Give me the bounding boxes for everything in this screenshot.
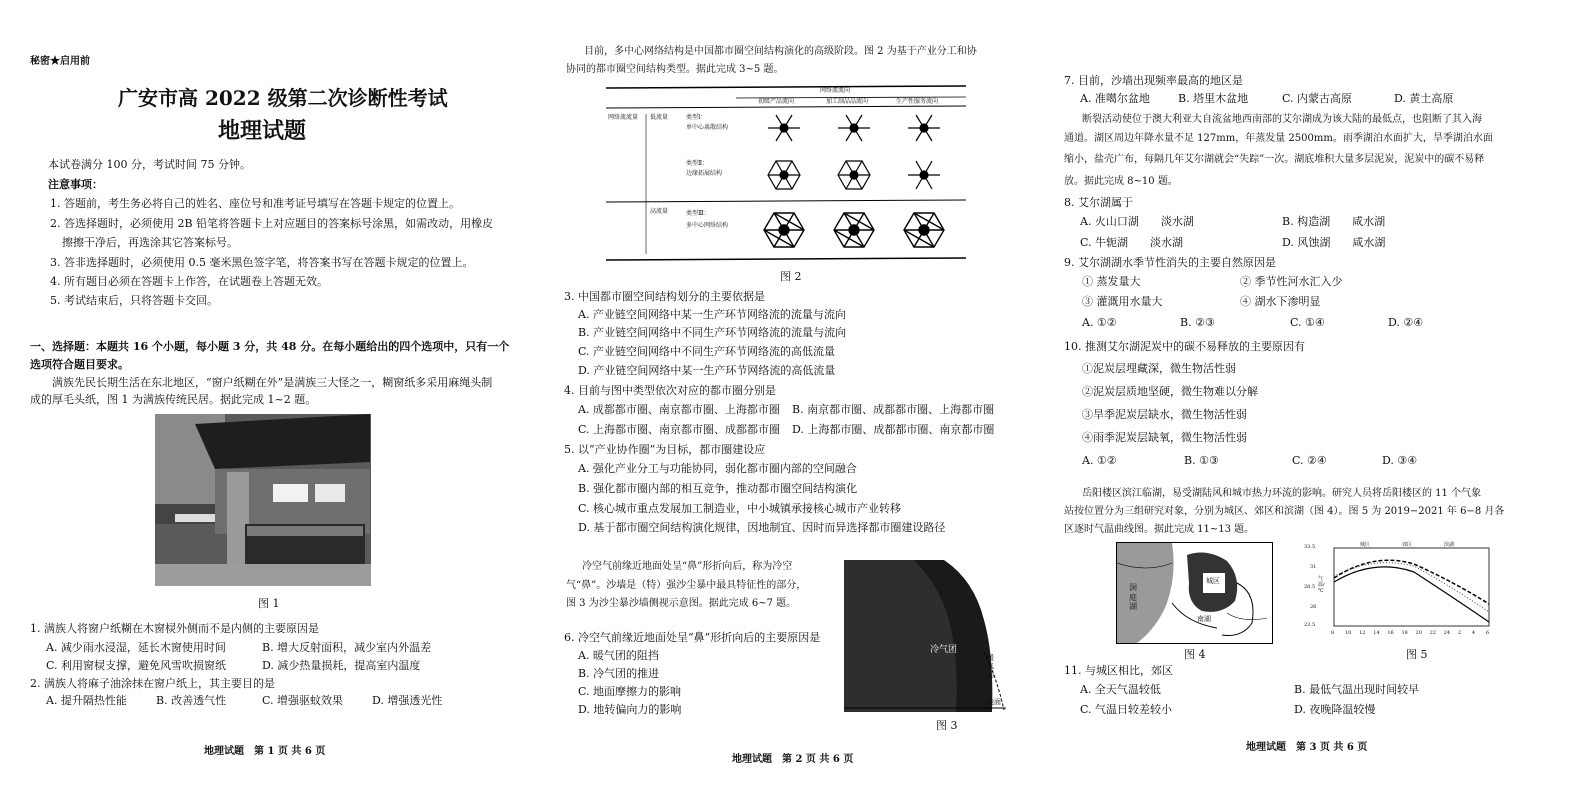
q10-option-b: B. ①③ [1184,454,1219,467]
fig2-col-primary: 初级产品流向 [758,98,795,105]
q3-option-c: C. 产业链空间网络中不同生产环节网络流的高低流量 [578,345,836,358]
fig2-type3-name: 多中心网络结构 [686,222,729,229]
stem-6-7-cont1: 气“鼻”。沙墙是（特）强沙尘暴中最具特征性的部分， [566,580,807,591]
q11-option-c: C. 气温日较差较小 [1080,703,1173,716]
q9-item-4: ④ 湖水下渗明显 [1240,295,1321,308]
q2-option-d: D. 增强透光性 [372,694,443,707]
q7-option-b: B. 塔里木盆地 [1178,92,1249,105]
q2-option-b: B. 改善透气性 [156,694,227,707]
exam-title: 广安市高 2022 级第二次诊断性考试 [118,86,448,110]
fig2-low-flow: 低流量 [650,114,669,121]
stem-8-10-cont1: 通道。湖区周边年降水量不足 127mm，年蒸发量 2500mm。雨季湖泊水面扩大，旱季湖泊水面 [1064,133,1493,144]
notice-2-cont: 擦擦干净后，再选涂其它答案标号。 [62,236,238,249]
q11-option-d: D. 夜晚降温较慢 [1294,703,1376,716]
fig4-lake-label: 洞庭湖 [1129,583,1137,612]
q8-option-b: B. 构造湖 咸水湖 [1282,215,1386,228]
fig3-ground: 地面 [987,698,1001,706]
fig5-xtick: 18 [1401,630,1408,636]
stem-11-13-cont1: 站按位置分为三组研究对象，分别为城区、郊区和滨湖（图 4）。图 5 为 2019−2021 年 6−8 月各 [1064,506,1505,517]
yueyang-map [1117,543,1272,643]
figure-1-photo [155,414,371,586]
figure-2-caption: 图 2 [780,270,802,283]
fig2-type3: 类型Ⅲ： [686,210,710,217]
q10-option-d: D. ③④ [1382,454,1418,467]
q6-option-d: D. 地转偏向力的影响 [578,703,682,716]
fig2-type1-name: 单中心离散结构 [686,124,729,131]
fig2-type2-name: 边缘拓展结构 [686,170,723,177]
q9-option-a: A. ①② [1082,316,1117,329]
intro-text: 本试卷满分 100 分，考试时间 75 分钟。 [48,158,251,171]
q9-option-c: C. ①④ [1290,316,1325,329]
q9-option-d: D. ②④ [1388,316,1424,329]
q5-option-c: C. 核心城市重点发展加工制造业，中小城镇承接核心城市产业转移 [578,502,902,515]
q11-option-a: A. 全天气温较低 [1080,683,1161,696]
q7-option-d: D. 黄土高原 [1394,92,1454,105]
q9-option-b: B. ②③ [1180,316,1215,329]
fig2-type2: 类型Ⅱ： [686,160,709,167]
q1-option-d: D. 减少热量损耗，提高室内温度 [262,659,421,672]
q6-option-b: B. 冷气团的推进 [578,667,660,680]
fig5-ylabel: 气温/℃ [1318,576,1325,594]
question-3: 3. 中国都市圈空间结构划分的主要依据是 [564,290,765,303]
q10-item-3: ③旱季泥炭层缺水，微生物活性弱 [1082,408,1247,421]
question-7: 7. 目前，沙墙出现频率最高的地区是 [1064,74,1243,87]
notice-2: 2. 答选择题时，必须使用 2B 铅笔将答题卡上对应题目的答案标号涂黑，如需改动，用橡皮 [50,217,494,230]
fig5-ytick-5: 23.5 [1304,622,1316,628]
stem-3-5: 目前，多中心网络结构是中国都市圈空间结构演化的高级阶段。图 2 为基于产业分工和协 [584,46,977,57]
q2-option-a: A. 提升隔热性能 [46,694,127,707]
stem-6-7-cont2: 图 3 为沙尘暴沙墙侧视示意图。据此完成 6~7 题。 [566,598,797,609]
stem-11-13: 岳阳楼区滨江临湖，易受湖陆风和城市热力环流的影响。研究人员将岳阳楼区的 11 个气象 [1082,488,1482,499]
fig5-ytick-4: 26 [1310,604,1317,610]
fig4-south-lake-label: 南湖 [1197,615,1211,623]
fig5-xtick: 2 [1457,630,1461,636]
page-1-footer: 地理试题 第 1 页 共 6 页 [204,746,326,757]
q9-item-1: ① 蒸发量大 [1082,275,1141,288]
figure-5-caption: 图 5 [1406,648,1428,661]
question-8: 8. 艾尔湖属于 [1064,196,1133,209]
q4-option-c: C. 上海都市圈、南京都市圈、成都都市圈 [578,423,781,436]
question-9: 9. 艾尔湖湖水季节性消失的主要自然原因是 [1064,256,1276,269]
fig4-city-label: 城区 [1206,577,1220,585]
q3-option-a: A. 产业链空间网络中某一生产环节网络流的流量与流向 [578,308,846,321]
q2-option-c: C. 增强驱蚊效果 [262,694,344,707]
fig5-legend-lakeside: 滨湖 [1444,542,1455,548]
subject-title: 地理试题 [218,118,307,144]
q7-option-c: C. 内蒙古高原 [1282,92,1353,105]
stem-8-10-cont3: 放。据此完成 8~10 题。 [1064,176,1178,187]
stem-1-2-cont: 成的厚毛头纸，图 1 为满族传统民居。据此完成 1~2 题。 [30,393,317,406]
figure-3-sandwall [844,560,1006,712]
fig5-ytick-1: 33.5 [1304,544,1316,550]
page-1 [0,0,525,800]
metro-structure-diagram [606,84,966,262]
question-1: 1. 满族人将窗户纸糊在木窗棂外侧而不是内侧的主要原因是 [30,622,319,635]
q6-option-a: A. 暖气团的阻挡 [578,649,659,662]
question-6: 6. 冷空气前缘近地面处呈“鼻”形折向后的主要原因是 [564,631,821,644]
q6-option-c: C. 地面摩擦力的影响 [578,685,682,698]
q10-option-a: A. ①② [1082,454,1117,467]
q8-option-a: A. 火山口湖 淡水湖 [1080,215,1194,228]
stem-11-13-cont2: 区逐时气温曲线图。据此完成 11~13 题。 [1064,524,1255,535]
fig2-col-processed: 加工制品品流向 [826,98,869,105]
figure-5-chart [1304,542,1494,642]
q4-option-b: B. 南京都市圈、成都都市圈、上海都市圈 [792,403,995,416]
notice-4: 4. 所有题目必须在答题卡上作答，在试题卷上答题无效。 [50,275,328,288]
fig5-legend-city: 城区 [1360,542,1371,548]
q9-item-3: ③ 灌溉用水量大 [1082,295,1163,308]
section-heading-cont: 选项符合题目要求。 [30,358,129,371]
fig5-legend-suburb: 郊区 [1402,542,1413,548]
fig5-ytick-3: 28.5 [1304,584,1316,590]
figure-2-diagram [606,84,966,262]
notice-5: 5. 考试结束后，只将答题卡交回。 [50,294,218,307]
stem-3-5-cont: 协同的都市圈空间结构类型。据此完成 3~5 题。 [566,64,784,75]
fig5-xtick: 12 [1359,630,1366,636]
stem-8-10: 断裂活动使位于澳大利亚大自流盆地西南部的艾尔湖成为该大陆的最低点，也阻断了其入海 [1082,114,1482,125]
figure-1-caption: 图 1 [258,597,280,610]
q10-item-4: ④雨季泥炭层缺氧，微生物活性弱 [1082,431,1247,444]
fig5-xtick: 24 [1443,630,1451,636]
figure-4-caption: 图 4 [1184,648,1206,661]
notice-3: 3. 答非选择题时，必须使用 0.5 毫米黑色签字笔，将答案书写在答题卡规定的位置上。 [50,256,474,269]
fig5-xtick: 16 [1387,630,1394,636]
fig3-warm-air: 暖气团 [987,654,994,679]
question-5: 5. 以“产业协作圈”为目标，都市圈建设应 [564,443,766,456]
q10-item-2: ②泥炭层质地坚硬，微生物难以分解 [1082,385,1258,398]
q3-option-d: D. 产业链空间网络中某一生产环节网络流的高低流量 [578,364,836,377]
q5-option-b: B. 强化都市圈内部的相互竞争，推动都市圈空间结构演化 [578,482,858,495]
q1-option-b: B. 增大反射面积，减少室内外温差 [262,641,432,654]
q3-option-b: B. 产业链空间网络中不同生产环节网络流的流量与流向 [578,326,847,339]
question-10: 10. 推测艾尔湖泥炭中的碳不易释放的主要原因有 [1064,340,1305,353]
fig5-xtick: 6 [1486,630,1490,636]
page-3 [1058,0,1588,800]
q8-option-d: D. 风蚀湖 咸水湖 [1282,236,1386,249]
page-2-footer: 地理试题 第 2 页 共 6 页 [732,754,854,765]
fig5-xtick: 22 [1429,630,1436,636]
fig2-row-head: 网络流流量 [608,114,639,121]
q4-option-a: A. 成都都市圈、南京都市圈、上海都市圈 [578,403,780,416]
fig2-col-service: 生产性服务流向 [896,98,939,105]
fig5-xtick: 20 [1415,630,1422,636]
notice-1: 1. 答题前，考生务必将自己的姓名、座位号和准考证号填写在答题卡规定的位置上。 [50,197,460,210]
q8-option-c: C. 牛轭湖 淡水湖 [1080,236,1184,249]
q9-item-2: ② 季节性河水汇入少 [1240,275,1343,288]
fig5-xtick: 14 [1373,630,1380,636]
fig2-high-flow: 高流量 [650,208,669,215]
notice-heading: 注意事项： [48,178,103,191]
manchu-house-image [155,414,371,586]
question-11: 11. 与城区相比，郊区 [1064,664,1173,677]
fig5-xtick: 4 [1471,630,1476,636]
fig5-ytick-2: 31 [1310,564,1317,570]
question-4: 4. 目前与图中类型依次对应的都市圈分别是 [564,384,776,397]
fig3-cold-air: 冷气团 [930,645,958,655]
q4-option-d: D. 上海都市圈、成都都市圈、南京都市圈 [792,423,995,436]
section-heading: 一、选择题：本题共 16 个小题，每小题 3 分，共 48 分。在每小题给出的四个选项中，只有一个 [30,340,510,353]
fig2-type1: 类型Ⅰ： [686,114,707,121]
page-2 [548,0,1018,800]
figure-3-caption: 图 3 [936,719,958,732]
fig2-header-flow: 网络流流向 [820,87,851,94]
stem-8-10-cont2: 缩小，盐壳广布，每隔几年艾尔湖就会“失踪”一次。湖底堆积大量多层泥炭，泥炭中的碳不易释 [1064,154,1485,165]
stem-1-2: 满族先民长期生活在东北地区，“窗户纸糊在外”是满族三大怪之一，糊窗纸多采用麻绳头制 [52,376,493,389]
sandwall-sketch [844,560,1006,712]
fig5-xtick: 10 [1345,630,1352,636]
q5-option-d: D. 基于都市圈空间结构演化规律，因地制宜、因时而异选择都市圈建设路径 [578,521,946,534]
secret-label: 秘密★启用前 [30,56,90,67]
fig5-xtick: 8 [1331,630,1335,636]
q11-option-b: B. 最低气温出现时间较早 [1294,683,1420,696]
q1-option-c: C. 利用窗棂支撑，避免风雪吹损窗纸 [46,659,227,672]
figure-4-map [1116,542,1273,644]
q1-option-a: A. 减少雨水浸湿，延长木窗使用时间 [46,641,226,654]
q5-option-a: A. 强化产业分工与功能协同，弱化都市圈内部的空间融合 [578,462,857,475]
q7-option-a: A. 准噶尔盆地 [1080,92,1150,105]
question-2: 2. 满族人将麻子油涂抹在窗户纸上，其主要目的是 [30,677,275,690]
q10-item-1: ①泥炭层埋藏深，微生物活性弱 [1082,362,1236,375]
q10-option-c: C. ②④ [1292,454,1327,467]
stem-6-7: 冷空气前缘近地面处呈“鼻”形折向后，称为冷空 [582,561,793,572]
page-3-footer: 地理试题 第 3 页 共 6 页 [1246,742,1368,753]
temperature-curve-chart [1304,542,1494,642]
